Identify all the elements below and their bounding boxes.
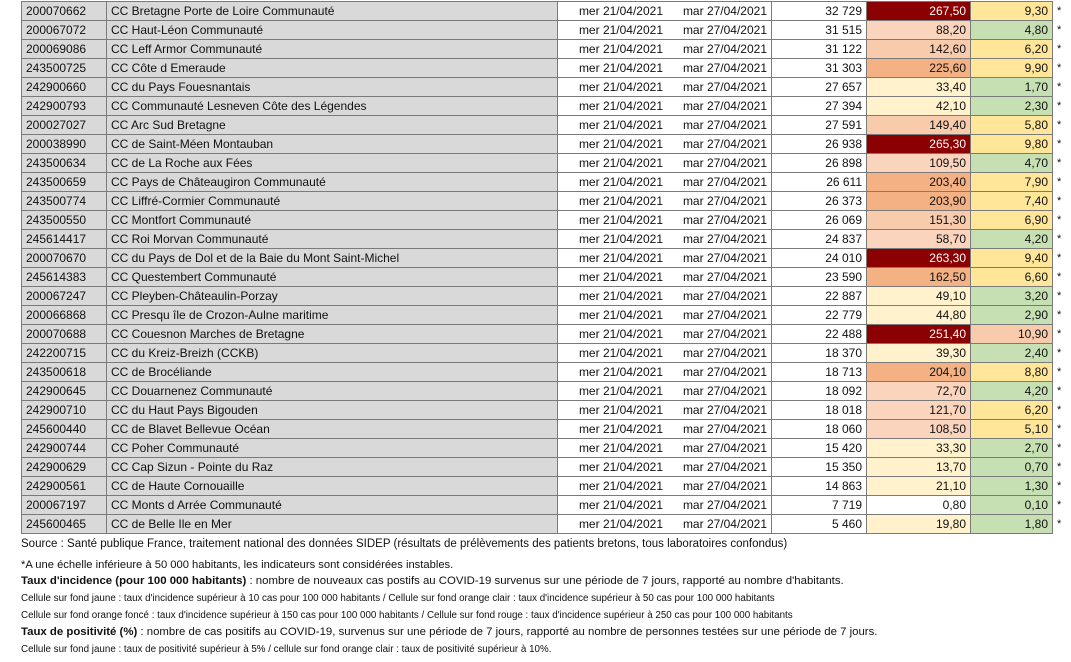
epci-code-cell: 200067247 (22, 287, 107, 306)
incidence-description: : nombre de nouveaux cas postifs au COVID-19 survenus sur une période de 7 jours, rapporté au nombre d'habitants. (246, 575, 844, 587)
period-end-cell: mar 27/04/2021 (667, 40, 772, 59)
table-row (22, 59, 1070, 78)
epci-code-cell: 242900645 (22, 382, 107, 401)
epci-name-cell: CC du Haut Pays Bigouden (107, 401, 558, 420)
population-cell: 18 713 (772, 363, 867, 382)
period-start-cell: mer 21/04/2021 (558, 78, 668, 97)
table-row (22, 230, 1070, 249)
instability-marker: * (1057, 518, 1062, 530)
period-start-cell: mer 21/04/2021 (558, 287, 668, 306)
table-row (22, 287, 1070, 306)
incidence-rate-cell: 19,80 (867, 515, 971, 534)
table-row (22, 97, 1070, 116)
period-start-cell: mer 21/04/2021 (558, 515, 668, 534)
period-end-cell: mar 27/04/2021 (667, 401, 772, 420)
epci-name-cell: CC Presqu île de Crozon-Aulne maritime (107, 306, 558, 325)
instability-marker: * (1057, 43, 1062, 55)
epci-name-cell: CC de Brocéliande (107, 363, 558, 382)
incidence-rate-cell: 108,50 (867, 420, 971, 439)
positivity-rate-cell: 10,90 (971, 325, 1053, 344)
table-row (22, 439, 1070, 458)
epci-code-cell: 200070670 (22, 249, 107, 268)
instability-marker: * (1057, 385, 1062, 397)
positivity-rate-cell: 6,60 (971, 268, 1053, 287)
instability-marker: * (1057, 461, 1062, 473)
epci-name-cell: CC Communauté Lesneven Côte des Légendes (107, 97, 558, 116)
population-cell: 22 488 (772, 325, 867, 344)
positivity-rate-cell: 1,80 (971, 515, 1053, 534)
epci-code-cell: 200067072 (22, 21, 107, 40)
epci-name-cell: CC de Haute Cornouaille (107, 477, 558, 496)
period-start-cell: mer 21/04/2021 (558, 496, 668, 515)
period-start-cell: mer 21/04/2021 (558, 268, 668, 287)
instability-marker: * (1057, 176, 1062, 188)
positivity-rate-cell: 2,90 (971, 306, 1053, 325)
period-end-cell: mar 27/04/2021 (667, 382, 772, 401)
epci-name-cell: CC Poher Communauté (107, 439, 558, 458)
epci-name-cell: CC Cap Sizun - Pointe du Raz (107, 458, 558, 477)
positivity-rate-cell: 7,90 (971, 173, 1053, 192)
positivity-rate-cell: 6,20 (971, 40, 1053, 59)
scale-note: *A une échelle inférieure à 50 000 habitants, les indicateurs sont considérées instables. (21, 559, 454, 571)
positivity-definition (21, 624, 1061, 641)
positivity-rate-cell: 6,90 (971, 211, 1053, 230)
period-start-cell: mer 21/04/2021 (558, 439, 668, 458)
period-start-cell: mer 21/04/2021 (558, 154, 668, 173)
period-start-cell: mer 21/04/2021 (558, 21, 668, 40)
epci-name-cell: CC du Pays Fouesnantais (107, 78, 558, 97)
instability-marker: * (1057, 423, 1062, 435)
epci-code-cell: 242900629 (22, 458, 107, 477)
epci-name-cell: CC Haut-Léon Communauté (107, 21, 558, 40)
incidence-rate-cell: 21,10 (867, 477, 971, 496)
period-end-cell: mar 27/04/2021 (667, 458, 772, 477)
table-row (22, 2, 1070, 21)
epci-name-cell: CC Roi Morvan Communauté (107, 230, 558, 249)
period-start-cell: mer 21/04/2021 (558, 382, 668, 401)
table-row (22, 344, 1070, 363)
table-row (22, 363, 1070, 382)
positivity-rate-cell: 5,80 (971, 116, 1053, 135)
positivity-rate-cell: 9,30 (971, 2, 1053, 21)
epci-code-cell: 245600440 (22, 420, 107, 439)
incidence-rate-cell: 88,20 (867, 21, 971, 40)
population-cell: 27 657 (772, 78, 867, 97)
population-cell: 22 779 (772, 306, 867, 325)
population-cell: 26 373 (772, 192, 867, 211)
instability-marker: * (1057, 100, 1062, 112)
positivity-rate-cell: 4,70 (971, 154, 1053, 173)
epci-code-cell: 242900710 (22, 401, 107, 420)
epci-name-cell: CC Liffré-Cormier Communauté (107, 192, 558, 211)
notes-section (21, 536, 1061, 658)
table-row (22, 496, 1070, 515)
instability-marker: * (1057, 138, 1062, 150)
period-end-cell: mar 27/04/2021 (667, 420, 772, 439)
population-cell: 7 719 (772, 496, 867, 515)
period-start-cell: mer 21/04/2021 (558, 173, 668, 192)
positivity-rate-cell: 0,10 (971, 496, 1053, 515)
population-cell: 26 898 (772, 154, 867, 173)
incidence-rate-cell: 44,80 (867, 306, 971, 325)
population-cell: 18 018 (772, 401, 867, 420)
instability-marker: * (1057, 24, 1062, 36)
table-row (22, 458, 1070, 477)
incidence-rate-cell: 72,70 (867, 382, 971, 401)
instability-marker: * (1057, 195, 1062, 207)
period-start-cell: mer 21/04/2021 (558, 325, 668, 344)
period-start-cell: mer 21/04/2021 (558, 135, 668, 154)
instability-marker: * (1057, 62, 1062, 74)
table-row (22, 21, 1070, 40)
incidence-rate-cell: 33,30 (867, 439, 971, 458)
period-start-cell: mer 21/04/2021 (558, 401, 668, 420)
instability-marker: * (1057, 328, 1062, 340)
population-cell: 24 010 (772, 249, 867, 268)
epci-name-cell: CC Montfort Communauté (107, 211, 558, 230)
period-end-cell: mar 27/04/2021 (667, 496, 772, 515)
instability-marker: * (1057, 309, 1062, 321)
instability-marker: * (1057, 214, 1062, 226)
period-end-cell: mar 27/04/2021 (667, 116, 772, 135)
period-end-cell: mar 27/04/2021 (667, 2, 772, 21)
epci-code-cell: 242900793 (22, 97, 107, 116)
epci-name-cell: CC Douarnenez Communauté (107, 382, 558, 401)
table-row (22, 325, 1070, 344)
epci-name-cell: CC Arc Sud Bretagne (107, 116, 558, 135)
population-cell: 26 611 (772, 173, 867, 192)
period-start-cell: mer 21/04/2021 (558, 458, 668, 477)
epci-code-cell: 200070662 (22, 2, 107, 21)
period-end-cell: mar 27/04/2021 (667, 173, 772, 192)
incidence-rate-cell: 0,80 (867, 496, 971, 515)
positivity-rate-cell: 6,20 (971, 401, 1053, 420)
epci-name-cell: CC du Kreiz-Breizh (CCKB) (107, 344, 558, 363)
population-cell: 14 863 (772, 477, 867, 496)
population-cell: 23 590 (772, 268, 867, 287)
epci-code-cell: 245600465 (22, 515, 107, 534)
positivity-description: : nombre de cas positifs au COVID-19, survenus sur une période de 7 jours, rapporté au nombre de personnes testées sur une période de 7 jours. (137, 626, 878, 638)
positivity-rate-cell: 9,40 (971, 249, 1053, 268)
table-row (22, 401, 1070, 420)
incidence-rate-cell: 204,10 (867, 363, 971, 382)
instability-marker: * (1057, 290, 1062, 302)
positivity-rate-cell: 8,80 (971, 363, 1053, 382)
period-start-cell: mer 21/04/2021 (558, 363, 668, 382)
epci-name-cell: CC Pleyben-Châteaulin-Porzay (107, 287, 558, 306)
positivity-rate-cell: 2,30 (971, 97, 1053, 116)
incidence-rate-cell: 49,10 (867, 287, 971, 306)
table-row (22, 420, 1070, 439)
instability-marker: * (1057, 366, 1062, 378)
period-end-cell: mar 27/04/2021 (667, 515, 772, 534)
incidence-rate-cell: 265,30 (867, 135, 971, 154)
period-end-cell: mar 27/04/2021 (667, 154, 772, 173)
positivity-rate-cell: 4,20 (971, 230, 1053, 249)
positivity-rate-cell: 3,20 (971, 287, 1053, 306)
population-cell: 22 887 (772, 287, 867, 306)
population-cell: 27 394 (772, 97, 867, 116)
population-cell: 31 122 (772, 40, 867, 59)
table-row (22, 477, 1070, 496)
period-end-cell: mar 27/04/2021 (667, 268, 772, 287)
instability-marker: * (1057, 404, 1062, 416)
period-end-cell: mar 27/04/2021 (667, 211, 772, 230)
epci-code-cell: 243500725 (22, 59, 107, 78)
population-cell: 15 350 (772, 458, 867, 477)
population-cell: 24 837 (772, 230, 867, 249)
incidence-rate-cell: 58,70 (867, 230, 971, 249)
table-body (22, 2, 1070, 534)
incidence-legend-line-2: Cellule sur fond orange foncé : taux d'incidence supérieur à 150 cas pour 100 000 habitants / Cellule sur fond rouge : taux d'incidence supérieur à 250 cas pour 100 000 habitants (21, 610, 793, 621)
incidence-rate-cell: 151,30 (867, 211, 971, 230)
incidence-rate-cell: 121,70 (867, 401, 971, 420)
positivity-rate-cell: 1,30 (971, 477, 1053, 496)
epci-name-cell: CC du Pays de Dol et de la Baie du Mont Saint-Michel (107, 249, 558, 268)
period-start-cell: mer 21/04/2021 (558, 249, 668, 268)
incidence-rate-cell: 251,40 (867, 325, 971, 344)
period-start-cell: mer 21/04/2021 (558, 230, 668, 249)
population-cell: 31 303 (772, 59, 867, 78)
instability-marker: * (1057, 233, 1062, 245)
period-start-cell: mer 21/04/2021 (558, 97, 668, 116)
period-end-cell: mar 27/04/2021 (667, 287, 772, 306)
period-end-cell: mar 27/04/2021 (667, 21, 772, 40)
population-cell: 18 370 (772, 344, 867, 363)
epci-code-cell: 200027027 (22, 116, 107, 135)
period-end-cell: mar 27/04/2021 (667, 230, 772, 249)
period-start-cell: mer 21/04/2021 (558, 477, 668, 496)
period-end-cell: mar 27/04/2021 (667, 97, 772, 116)
instability-marker: * (1057, 5, 1062, 17)
epci-code-cell: 200066868 (22, 306, 107, 325)
population-cell: 15 420 (772, 439, 867, 458)
epci-name-cell: CC de Belle Ile en Mer (107, 515, 558, 534)
table-row (22, 116, 1070, 135)
population-cell: 27 591 (772, 116, 867, 135)
positivity-label: Taux de positivité (%) (21, 626, 138, 638)
epci-data-table (21, 1, 1070, 534)
positivity-rate-cell: 9,90 (971, 59, 1053, 78)
population-cell: 18 060 (772, 420, 867, 439)
epci-name-cell: CC Côte d Emeraude (107, 59, 558, 78)
instability-marker: * (1057, 119, 1062, 131)
period-end-cell: mar 27/04/2021 (667, 78, 772, 97)
table-row (22, 306, 1070, 325)
positivity-rate-cell: 4,80 (971, 21, 1053, 40)
epci-name-cell: CC Leff Armor Communauté (107, 40, 558, 59)
period-start-cell: mer 21/04/2021 (558, 306, 668, 325)
epci-code-cell: 243500618 (22, 363, 107, 382)
incidence-rate-cell: 203,40 (867, 173, 971, 192)
period-end-cell: mar 27/04/2021 (667, 363, 772, 382)
incidence-rate-cell: 39,30 (867, 344, 971, 363)
incidence-rate-cell: 267,50 (867, 2, 971, 21)
incidence-label: Taux d'incidence (pour 100 000 habitants) (21, 575, 247, 587)
instability-marker: * (1057, 499, 1062, 511)
positivity-rate-cell: 2,40 (971, 344, 1053, 363)
positivity-rate-cell: 7,40 (971, 192, 1053, 211)
incidence-rate-cell: 263,30 (867, 249, 971, 268)
period-end-cell: mar 27/04/2021 (667, 306, 772, 325)
epci-name-cell: CC Questembert Communauté (107, 268, 558, 287)
positivity-rate-cell: 1,70 (971, 78, 1053, 97)
incidence-rate-cell: 203,90 (867, 192, 971, 211)
table-row (22, 40, 1070, 59)
period-start-cell: mer 21/04/2021 (558, 344, 668, 363)
period-end-cell: mar 27/04/2021 (667, 477, 772, 496)
table-row (22, 382, 1070, 401)
incidence-rate-cell: 142,60 (867, 40, 971, 59)
epci-code-cell: 243500634 (22, 154, 107, 173)
period-start-cell: mer 21/04/2021 (558, 420, 668, 439)
period-end-cell: mar 27/04/2021 (667, 249, 772, 268)
table-row (22, 173, 1070, 192)
period-end-cell: mar 27/04/2021 (667, 192, 772, 211)
epci-code-cell: 242900561 (22, 477, 107, 496)
table-row (22, 192, 1070, 211)
period-end-cell: mar 27/04/2021 (667, 344, 772, 363)
source-note: Source : Santé publique France, traitement national des données SIDEP (résultats de prélèvements des patients bretons, tous laboratoires confondus) (21, 538, 788, 550)
population-cell: 32 729 (772, 2, 867, 21)
epci-name-cell: CC Couesnon Marches de Bretagne (107, 325, 558, 344)
incidence-rate-cell: 225,60 (867, 59, 971, 78)
epci-code-cell: 245614383 (22, 268, 107, 287)
instability-marker: * (1057, 252, 1062, 264)
instability-marker: * (1057, 157, 1062, 169)
positivity-rate-cell: 2,70 (971, 439, 1053, 458)
epci-code-cell: 242900744 (22, 439, 107, 458)
instability-marker: * (1057, 271, 1062, 283)
incidence-definition (21, 573, 1061, 590)
positivity-rate-cell: 0,70 (971, 458, 1053, 477)
population-cell: 31 515 (772, 21, 867, 40)
period-start-cell: mer 21/04/2021 (558, 2, 668, 21)
period-end-cell: mar 27/04/2021 (667, 135, 772, 154)
table-row (22, 515, 1070, 534)
period-end-cell: mar 27/04/2021 (667, 59, 772, 78)
period-start-cell: mer 21/04/2021 (558, 40, 668, 59)
positivity-rate-cell: 5,10 (971, 420, 1053, 439)
epci-code-cell: 245614417 (22, 230, 107, 249)
period-start-cell: mer 21/04/2021 (558, 116, 668, 135)
epci-name-cell: CC de La Roche aux Fées (107, 154, 558, 173)
period-start-cell: mer 21/04/2021 (558, 211, 668, 230)
instability-marker: * (1057, 347, 1062, 359)
population-cell: 5 460 (772, 515, 867, 534)
table-row (22, 249, 1070, 268)
period-start-cell: mer 21/04/2021 (558, 59, 668, 78)
epci-name-cell: CC de Blavet Bellevue Océan (107, 420, 558, 439)
instability-marker: * (1057, 480, 1062, 492)
table-row (22, 211, 1070, 230)
table-row (22, 78, 1070, 97)
epci-code-cell: 243500550 (22, 211, 107, 230)
epci-name-cell: CC Pays de Châteaugiron Communauté (107, 173, 558, 192)
epci-code-cell: 243500659 (22, 173, 107, 192)
period-start-cell: mer 21/04/2021 (558, 192, 668, 211)
epci-name-cell: CC Bretagne Porte de Loire Communauté (107, 2, 558, 21)
positivity-rate-cell: 4,20 (971, 382, 1053, 401)
table-row (22, 268, 1070, 287)
epci-code-cell: 242200715 (22, 344, 107, 363)
epci-code-cell: 200067197 (22, 496, 107, 515)
epci-code-cell: 200070688 (22, 325, 107, 344)
epci-name-cell: CC de Saint-Méen Montauban (107, 135, 558, 154)
incidence-rate-cell: 109,50 (867, 154, 971, 173)
period-end-cell: mar 27/04/2021 (667, 439, 772, 458)
epci-code-cell: 200069086 (22, 40, 107, 59)
instability-marker: * (1057, 81, 1062, 93)
period-end-cell: mar 27/04/2021 (667, 325, 772, 344)
epci-name-cell: CC Monts d Arrée Communauté (107, 496, 558, 515)
positivity-legend: Cellule sur fond jaune : taux de positivité supérieur à 5% / cellule sur fond orange clair : taux de positivité supérieur à 10%. (21, 644, 552, 655)
positivity-rate-cell: 9,80 (971, 135, 1053, 154)
table-row (22, 135, 1070, 154)
table-row (22, 154, 1070, 173)
epci-code-cell: 200038990 (22, 135, 107, 154)
incidence-rate-cell: 162,50 (867, 268, 971, 287)
population-cell: 26 069 (772, 211, 867, 230)
instability-marker: * (1057, 442, 1062, 454)
population-cell: 26 938 (772, 135, 867, 154)
epci-code-cell: 242900660 (22, 78, 107, 97)
incidence-rate-cell: 42,10 (867, 97, 971, 116)
incidence-rate-cell: 33,40 (867, 78, 971, 97)
epci-code-cell: 243500774 (22, 192, 107, 211)
incidence-legend-line-1: Cellule sur fond jaune : taux d'incidence supérieur à 10 cas pour 100 000 habitants / Cellule sur fond orange clair : taux d'incidence supérieur à 50 cas pour 100 000 habitants (21, 593, 775, 604)
population-cell: 18 092 (772, 382, 867, 401)
incidence-rate-cell: 149,40 (867, 116, 971, 135)
incidence-rate-cell: 13,70 (867, 458, 971, 477)
